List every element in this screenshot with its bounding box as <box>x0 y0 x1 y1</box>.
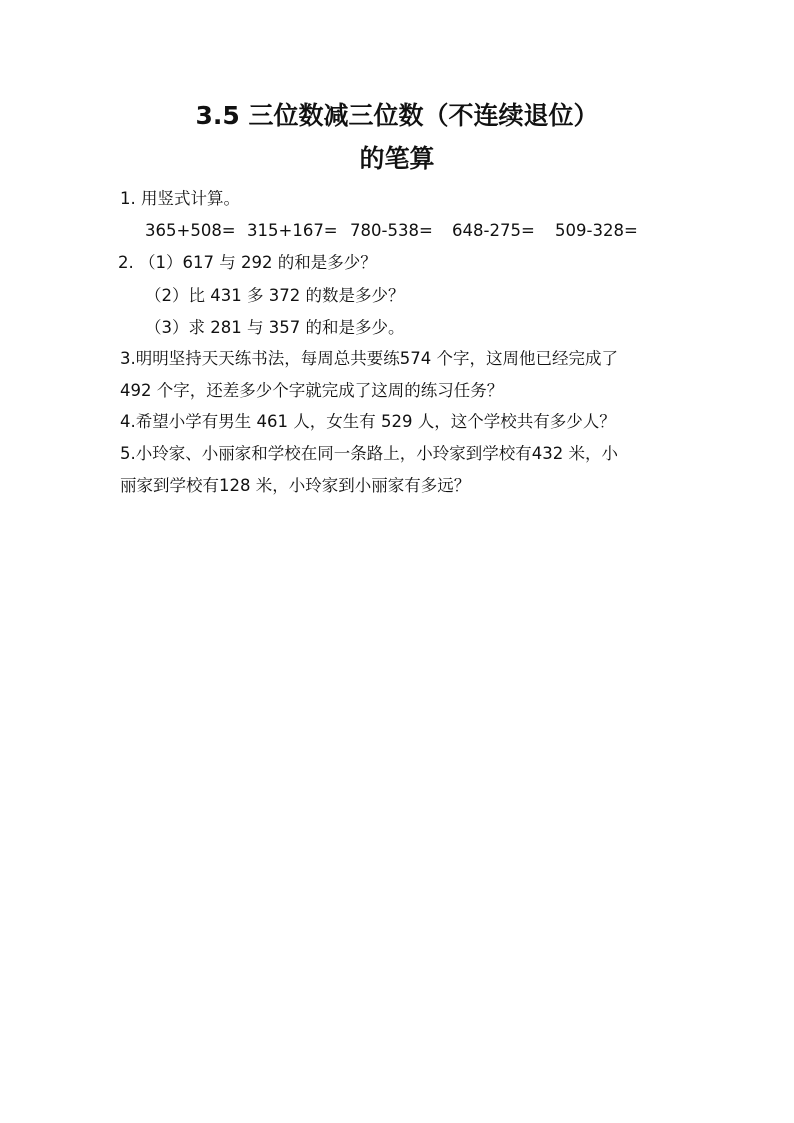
calculation-3: 780-538= <box>350 221 433 240</box>
question-3-line-1: 3.明明坚持天天练书法，每周总共要练574 个字，这周他已经完成了 <box>120 349 618 368</box>
calculation-5: 509-328= <box>555 221 638 240</box>
question-3-line-2: 492 个字，还差多少个字就完成了这周的练习任务？ <box>120 381 504 400</box>
question-5-line-1: 5.小玲家、小丽家和学校在同一条路上，小玲家到学校有432 米，小 <box>120 444 618 463</box>
calculation-1: 365+508= <box>145 221 236 240</box>
question-5-line-2: 丽家到学校有128 米，小玲家到小丽家有多远？ <box>120 476 471 495</box>
calculation-4: 648-275= <box>452 221 535 240</box>
page-title-line-2: 的笔算 <box>359 144 435 173</box>
question-4-line-1: 4.希望小学有男生 461 人，女生有 529 人，这个学校共有多少人？ <box>120 412 616 431</box>
question-2-part-3: （3）求 281 与 357 的和是多少。 <box>145 318 405 337</box>
page-title-line-1: 3.5 三位数减三位数（不连续退位） <box>195 101 599 130</box>
calculation-2: 315+167= <box>247 221 338 240</box>
calculation-row <box>145 219 665 243</box>
question-1-label: 1. 用竖式计算。 <box>120 189 240 208</box>
question-2-part-2: （2）比 431 多 372 的数是多少？ <box>145 286 405 305</box>
question-2-part-1: 2. （1）617 与 292 的和是多少？ <box>118 253 377 272</box>
